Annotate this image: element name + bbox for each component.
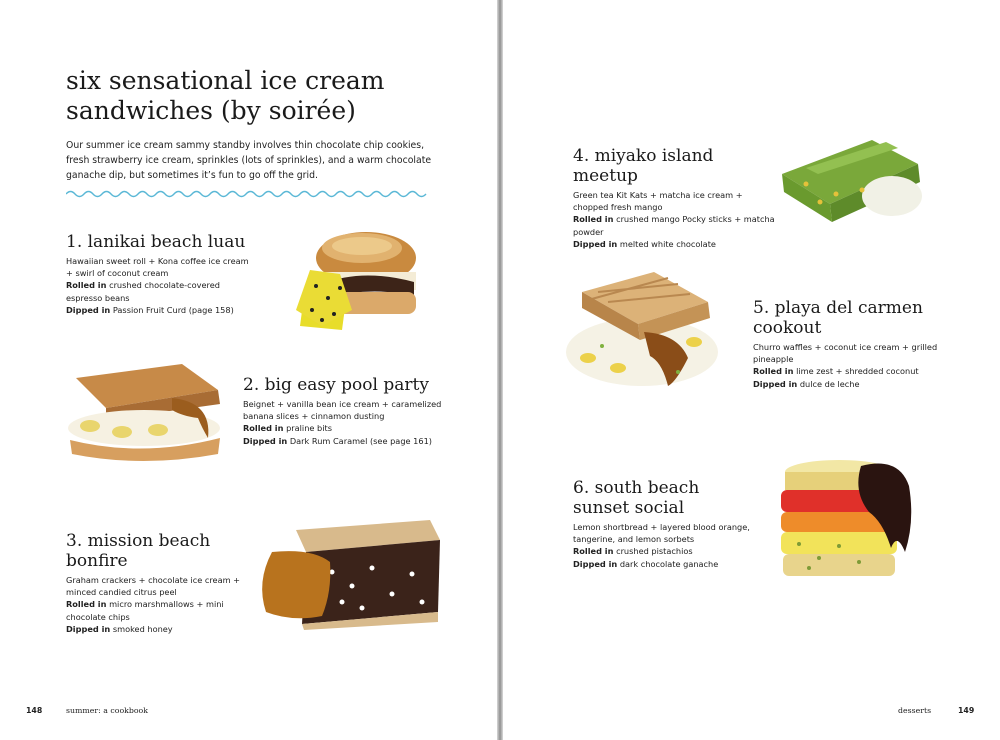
rolled-label: Rolled in [753,366,794,377]
recipe-dipped [243,435,443,447]
dipped-text: Dark Rum Caramel (see page 161) [289,435,432,446]
recipe-dipped [66,304,256,316]
recipe-dipped [573,238,778,250]
recipe-dipped [573,558,753,570]
rolled-text: praline bits [286,423,332,434]
recipe-1 [66,232,256,316]
recipe-base: Beignet + vanilla bean ice cream + caramelized banana slices + cinnamon dusting [243,399,442,422]
recipe-rolled [573,213,778,237]
title-line-2: cookout [753,318,822,338]
dipped-label: Dipped in [753,378,798,389]
recipe-dipped [66,623,246,635]
right-page [503,0,1000,740]
recipe-title [66,531,246,571]
rolled-label: Rolled in [573,546,614,557]
recipe-dipped [753,378,953,390]
beignet-sandwich-illustration [62,358,230,468]
page-number: 148 [26,706,43,715]
running-head: summer: a cookbook [66,706,148,715]
recipe-rolled [66,598,246,622]
recipe-title [753,298,953,338]
recipe-base: Hawaiian sweet roll + Kona coffee ice cream + swirl of coconut cream [66,256,249,279]
recipe-title: 1. lanikai beach luau [66,232,246,252]
dipped-text: dark chocolate ganache [619,558,719,569]
recipe-base: Graham crackers + chocolate ice cream + minced candied citrus peel [66,575,241,598]
title-line-1: six sensational ice cream [66,66,385,95]
recipe-rolled [753,365,953,377]
dipped-label: Dipped in [573,558,618,569]
rolled-label: Rolled in [573,214,614,225]
dipped-text: Passion Fruit Curd (page 158) [112,304,234,315]
churro-waffle-sandwich-illustration [558,262,718,392]
rolled-text: crushed mango Pocky sticks + matcha powder [573,214,775,237]
recipe-base: Green tea Kit Kats + matcha ice cream + chopped fresh mango [573,190,743,213]
dipped-text: melted white chocolate [619,238,716,249]
graham-cracker-sandwich-illustration [252,512,444,632]
recipe-base: Churro waffles + coconut ice cream + grilled pineapple [753,342,938,365]
recipe-base: Lemon shortbread + layered blood orange, tangerine, and lemon sorbets [573,522,750,545]
rolled-label: Rolled in [66,599,107,610]
dipped-label: Dipped in [66,304,111,315]
rolled-text: crushed chocolate-covered espresso beans [66,280,220,303]
recipe-2 [243,375,443,447]
dipped-text: smoked honey [112,623,173,634]
recipe-6 [573,478,753,570]
recipe-5 [753,298,953,390]
recipe-rolled [243,422,443,434]
page-title [66,66,466,126]
running-head: desserts [898,706,932,715]
recipe-rolled [573,545,753,557]
title-line-2: sandwiches (by soirée) [66,96,356,125]
title-line-1: 5. playa del carmen [753,298,923,318]
sweet-roll-sandwich-illustration [282,226,422,332]
dipped-text: dulce de leche [799,378,860,389]
page-number: 149 [958,706,975,715]
title-line-2: sunset social [573,498,685,518]
rolled-text: crushed pistachios [616,546,693,557]
title-line-1: 3. mission beach [66,531,211,551]
recipe-3 [66,531,246,635]
title-line-1: 6. south beach [573,478,700,498]
shortbread-sorbet-sandwich-illustration [769,452,919,584]
dipped-label: Dipped in [573,238,618,249]
rolled-text: micro marshmallows + mini chocolate chips [66,599,224,622]
folio-right [958,706,974,715]
rolled-text: lime zest + shredded coconut [796,366,919,377]
title-line-2: bonfire [66,551,128,571]
running-head-right [898,706,931,715]
left-page [0,0,497,740]
dipped-label: Dipped in [243,435,288,446]
recipe-title: 4. miyako island meetup [573,146,714,186]
dipped-label: Dipped in [66,623,111,634]
recipe-rolled [66,279,256,303]
recipe-title [573,478,753,518]
rolled-label: Rolled in [66,280,107,291]
rolled-label: Rolled in [243,423,284,434]
folio-left [26,706,42,715]
recipe-4 [573,146,778,250]
running-head-left [66,706,148,715]
matcha-kitkat-sandwich-illustration [776,134,926,230]
intro-paragraph: Our summer ice cream sammy standby involves thin chocolate chip cookies, fresh strawberry ice cream, sprinkles (lots of sprinkles), and a warm chocolate ganache dip, but sometimes it’s fun to go off the grid. [66,140,432,181]
recipe-title: 2. big easy pool party [243,375,429,395]
wave-divider [66,188,428,200]
